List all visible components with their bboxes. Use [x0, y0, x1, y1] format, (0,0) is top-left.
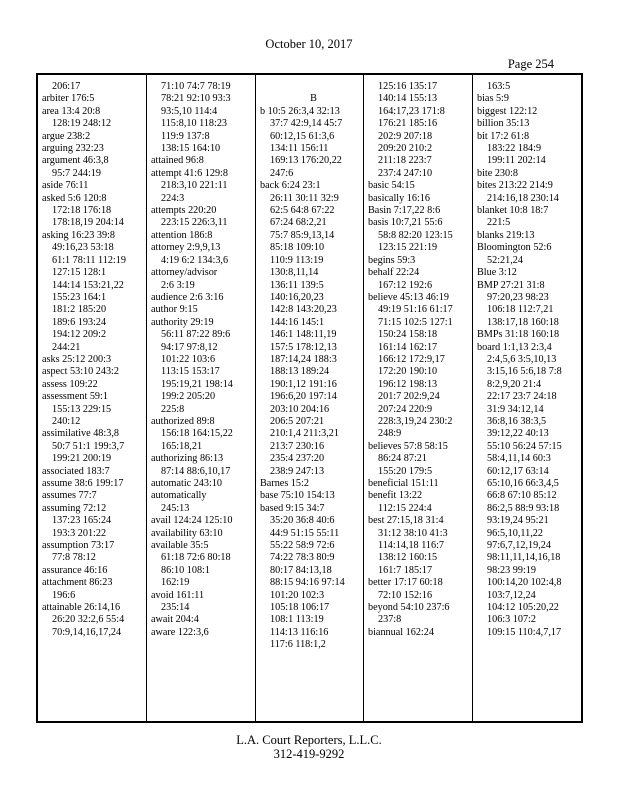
index-entry: 77:8 78:12 [52, 552, 96, 564]
index-entry: 49:16,23 53:18 [52, 242, 114, 254]
index-entry: availability 63:10 [151, 527, 223, 539]
index-entry: 103:7,12,24 [487, 589, 536, 601]
index-entry: 190:1,12 191:16 [270, 378, 337, 390]
index-entry: arguing 232:23 [42, 143, 104, 155]
index-entry: 203:10 204:16 [270, 403, 330, 415]
index-entry: 221:5 [487, 217, 511, 229]
index-entry: 101:20 102:3 [270, 589, 325, 601]
column-divider [472, 75, 473, 721]
index-entry: 163:5 [487, 81, 511, 92]
index-entry: 199:2 205:20 [161, 391, 216, 403]
footer [0, 733, 618, 761]
index-entry: attention 186:8 [151, 229, 213, 241]
index-entry: 65:10,16 66:3,4,5 [487, 478, 559, 489]
index-entry: authorizing 86:13 [151, 453, 224, 465]
index-entry: attempt 41:6 129:8 [151, 167, 228, 179]
index-entry: available 35:5 [151, 540, 209, 552]
index-entry: 60:12,17 63:14 [487, 465, 549, 477]
index-entry: 75:7 85:9,13,14 [270, 229, 335, 241]
index-entry: 22:17 23:7 24:18 [487, 391, 557, 403]
index-entry: 142:8 143:20,23 [270, 304, 337, 316]
index-entry: 114:13 116:16 [270, 626, 329, 638]
index-entry: 248:9 [378, 428, 402, 440]
index-entry: 165:18,21 [161, 440, 203, 452]
index-entry: blanks 219:13 [477, 229, 535, 241]
index-entry: 87:14 88:6,10,17 [161, 465, 231, 477]
index-entry: aspect 53:10 243:2 [42, 366, 119, 378]
index-entry: basic 54:15 [368, 180, 415, 192]
index-entry: 67:24 68:2,21 [270, 217, 327, 229]
index-entry: 138:12 160:15 [378, 552, 438, 564]
index-entry: 26:11 30:11 32:9 [270, 192, 339, 204]
index-entry: 44:9 51:15 55:11 [270, 527, 340, 539]
index-entry: 199:11 202:14 [487, 155, 546, 167]
index-box [36, 73, 583, 723]
index-entry: assuming 72:12 [42, 502, 107, 514]
index-entry: 50:7 51:1 199:3,7 [52, 440, 125, 452]
index-entry: 106:3 107:2 [487, 614, 536, 626]
index-entry: assessment 59:1 [42, 391, 108, 403]
index-entry: 144:14 153:21,22 [52, 279, 124, 291]
index-entry: BMP 27:21 31:8 [477, 279, 545, 291]
index-entry: 8:2,9,20 21:4 [487, 378, 542, 390]
index-entry: 58:4,11,14 60:3 [487, 453, 551, 465]
index-entry: 146:1 148:11,19 [270, 329, 337, 341]
index-entry: 244:21 [52, 341, 81, 353]
index-entry: 49:19 51:16 61:17 [378, 304, 453, 316]
index-entry: 88:15 94:16 97:14 [270, 577, 345, 589]
index-entry: 80:17 84:13,18 [270, 564, 332, 576]
index-entry: assimilative 48:3,8 [42, 428, 119, 440]
index-entry: 98:23 99:19 [487, 564, 536, 576]
index-entry: 70:9,14,16,17,24 [52, 626, 122, 638]
index-entry: 55:22 58:9 72:6 [270, 540, 335, 552]
index-entry: 97:20,23 98:23 [487, 291, 549, 303]
index-entry: 207:24 220:9 [378, 403, 433, 415]
index-entry: 199:21 200:19 [52, 453, 112, 465]
index-entry: area 13:4 20:8 [42, 105, 101, 117]
index-entry: 218:3,10 221:11 [161, 180, 228, 192]
index-entry: 214:16,18 230:14 [487, 192, 559, 204]
index-entry: 55:10 56:24 57:15 [487, 440, 562, 452]
index-entry: 202:9 207:18 [378, 130, 433, 142]
index-entry: behalf 22:24 [368, 267, 420, 279]
index-entry: bias 5:9 [477, 93, 509, 105]
index-entry: 127:15 128:1 [52, 267, 107, 279]
index-entry: 138:17,18 160:18 [487, 316, 559, 328]
index-entry: 138:15 164:10 [161, 143, 221, 155]
index-entry: 140:16,20,23 [270, 291, 324, 303]
index-entry: begins 59:3 [368, 254, 416, 266]
index-entry: assume 38:6 199:17 [42, 478, 124, 489]
index-entry: 85:18 109:10 [270, 242, 325, 254]
index-entry: 166:12 172:9,17 [378, 353, 445, 365]
index-entry: 194:12 209:2 [52, 329, 107, 341]
index-entry: bite 230:8 [477, 167, 519, 179]
index-entry: 60:12,15 61:3,6 [270, 130, 335, 142]
index-entry: 35:20 36:8 40:6 [270, 515, 335, 527]
index-entry: aware 122:3,6 [151, 626, 209, 638]
index-entry: 196:12 198:13 [378, 378, 438, 390]
index-entry: 172:20 190:10 [378, 366, 438, 378]
index-entry: 26:20 32:2,6 55:4 [52, 614, 125, 626]
index-entry: 237:8 [378, 614, 402, 626]
index-entry: 108:1 113:19 [270, 614, 324, 626]
index-entry: 58:8 82:20 123:15 [378, 229, 453, 241]
index-entry: attempts 220:20 [151, 205, 217, 217]
index-entry: 2:4,5,6 3:5,10,13 [487, 353, 557, 365]
index-entry: await 204:4 [151, 614, 199, 626]
index-entry: 140:14 155:13 [378, 93, 438, 105]
index-entry: 98:11,11,14,16,18 [487, 552, 561, 564]
index-entry: Barnes 15:2 [260, 478, 309, 489]
index-entry: basis 10:7,21 55:6 [368, 217, 443, 229]
index-entry [260, 81, 367, 93]
index-column-4 [368, 81, 475, 715]
index-entry: Basin 7:17,22 8:6 [368, 205, 441, 217]
index-entry: assurance 46:16 [42, 564, 108, 576]
index-entry: attained 96:8 [151, 155, 204, 167]
index-entry: base 75:10 154:13 [260, 490, 335, 502]
index-entry: 115:8,10 118:23 [161, 118, 228, 130]
page-number: Page 254 [507, 57, 554, 71]
index-entry: 101:22 103:6 [161, 353, 216, 365]
index-entry: back 6:24 23:1 [260, 180, 321, 192]
index-entry: 206:5 207:21 [270, 415, 325, 427]
index-entry: 56:11 87:22 89:6 [161, 329, 231, 341]
index-entry: 104:12 105:20,22 [487, 602, 559, 614]
index-entry: author 9:15 [151, 304, 198, 316]
index-entry: 93:5,10 114:4 [161, 105, 218, 117]
index-entry: 150:24 158:18 [378, 329, 438, 341]
index-entry: board 1:1,13 2:3,4 [477, 341, 552, 353]
index-entry: aside 76:11 [42, 180, 89, 192]
index-entry: 155:20 179:5 [378, 465, 433, 477]
index-entry: 52:21,24 [487, 254, 523, 266]
index-entry: 74:22 78:3 80:9 [270, 552, 335, 564]
index-entry: 211:18 223:7 [378, 155, 432, 167]
index-entry: avail 124:24 125:10 [151, 515, 233, 527]
index-entry: 161:7 185:17 [378, 564, 433, 576]
index-entry: beneficial 151:11 [368, 478, 439, 489]
index-entry: argument 46:3,8 [42, 155, 109, 167]
index-entry: 235:14 [161, 602, 190, 614]
index-entry: 189:6 193:24 [52, 316, 107, 328]
index-entry: 2:6 3:19 [161, 279, 195, 291]
index-entry: 94:17 97:8,12 [161, 341, 218, 353]
index-entry: assumes 77:7 [42, 490, 97, 502]
index-entry: argue 238:2 [42, 130, 91, 142]
index-entry: 136:11 139:5 [270, 279, 324, 291]
index-entry: attorney 2:9,9,13 [151, 242, 221, 254]
index-entry: 164:17,23 171:8 [378, 105, 445, 117]
index-entry: attainable 26:14,16 [42, 602, 121, 614]
reporter-name: L.A. Court Reporters, L.L.C. [236, 733, 382, 747]
index-entry: 193:3 201:22 [52, 527, 107, 539]
index-entry: believes 57:8 58:15 [368, 440, 448, 452]
index-entry: 137:23 165:24 [52, 515, 112, 527]
index-entry: 86:24 87:21 [378, 453, 427, 465]
index-column-3 [260, 81, 367, 715]
index-entry: 224:3 [161, 192, 185, 204]
index-entry: 114:14,18 116:7 [378, 540, 445, 552]
index-entry: 3:15,16 5:6,18 7:8 [487, 366, 562, 378]
index-entry: assumption 73:17 [42, 540, 115, 552]
index-entry: Blue 3:12 [477, 267, 517, 279]
index-entry: 105:18 106:17 [270, 602, 330, 614]
index-entry: 210:1,4 211:3,21 [270, 428, 339, 440]
index-entry: 225:8 [161, 403, 185, 415]
index-entry: 161:14 162:17 [378, 341, 438, 353]
index-entry: 31:9 34:12,14 [487, 403, 544, 415]
index-entry: 130:8,11,14 [270, 267, 319, 279]
index-entry: 71:10 74:7 78:19 [161, 81, 231, 92]
index-entry: 61:18 72:6 80:18 [161, 552, 231, 564]
index-entry: billion 35:13 [477, 118, 530, 130]
index-entry: better 17:17 60:18 [368, 577, 443, 589]
index-entry: 128:19 248:12 [52, 118, 112, 130]
index-entry: 96:5,10,11,22 [487, 527, 543, 539]
index-entry: 100:14,20 102:4,8 [487, 577, 562, 589]
index-entry: 213:7 230:16 [270, 440, 325, 452]
index-entry: authorized 89:8 [151, 415, 215, 427]
index-entry: 183:22 184:9 [487, 143, 542, 155]
index-entry: 235:4 237:20 [270, 453, 325, 465]
index-entry: 119:9 137:8 [161, 130, 210, 142]
index-entry: blanket 10:8 18:7 [477, 205, 549, 217]
index-entry: asked 5:6 120:8 [42, 192, 107, 204]
index-entry: 123:15 221:19 [378, 242, 438, 254]
index-entry: 86:10 108:1 [161, 564, 210, 576]
index-entry: 117:6 118:1,2 [270, 639, 326, 651]
index-entry: b 10:5 26:3,4 32:13 [260, 105, 340, 117]
index-entry: 188:13 189:24 [270, 366, 330, 378]
index-column-5 [477, 81, 584, 715]
index-entry: 196:6 [52, 589, 76, 601]
index-entry: 125:16 135:17 [378, 81, 438, 92]
column-divider [363, 75, 364, 721]
index-entry: 187:14,24 188:3 [270, 353, 337, 365]
index-entry: 172:18 176:18 [52, 205, 112, 217]
index-entry: 169:13 176:20,22 [270, 155, 342, 167]
index-entry: 86:2,5 88:9 93:18 [487, 502, 560, 514]
index-entry: 36:8,16 38:3,5 [487, 415, 547, 427]
index-entry: 4:19 6:2 134:3,6 [161, 254, 229, 266]
index-entry: 238:9 247:13 [270, 465, 325, 477]
column-divider [255, 75, 256, 721]
index-entry: 178:18,19 204:14 [52, 217, 124, 229]
index-entry: 167:12 192:6 [378, 279, 433, 291]
index-entry: 176:21 185:16 [378, 118, 438, 130]
index-entry: 245:13 [161, 502, 190, 514]
index-entry: 72:10 152:16 [378, 589, 433, 601]
index-entry: 110:9 113:19 [270, 254, 324, 266]
index-entry: 155:23 164:1 [52, 291, 107, 303]
index-entry: 157:5 178:12,13 [270, 341, 337, 353]
index-entry: avoid 161:11 [151, 589, 205, 601]
index-column-1 [42, 81, 149, 715]
index-entry: 209:20 210:2 [378, 143, 433, 155]
index-entry: bites 213:22 214:9 [477, 180, 553, 192]
index-entry: 181:2 185:20 [52, 304, 107, 316]
index-entry: Bloomington 52:6 [477, 242, 552, 254]
index-entry: biggest 122:12 [477, 105, 538, 117]
index-entry: authority 29:19 [151, 316, 214, 328]
index-entry: 228:3,19,24 230:2 [378, 415, 453, 427]
index-entry: 223:15 226:3,11 [161, 217, 228, 229]
index-entry: benefit 13:22 [368, 490, 423, 502]
index-entry: 237:4 247:10 [378, 167, 433, 179]
index-entry: 113:15 153:17 [161, 366, 220, 378]
index-entry: arbiter 176:5 [42, 93, 95, 105]
reporter-phone: 312-419-9292 [273, 747, 345, 761]
index-entry: 97:6,7,12,19,24 [487, 540, 551, 552]
header-date: October 10, 2017 [265, 37, 353, 51]
index-entry: attachment 86:23 [42, 577, 113, 589]
index-entry: based 9:15 34:7 [260, 502, 325, 514]
index-entry: 201:7 202:9,24 [378, 391, 440, 403]
index-entry: BMPs 31:18 160:18 [477, 329, 560, 341]
index-entry: 93:19,24 95:21 [487, 515, 549, 527]
index-entry: attorney/advisor [151, 267, 218, 279]
index-entry: 71:15 102:5 127:1 [378, 316, 453, 328]
index-entry: 106:18 112:7,21 [487, 304, 554, 316]
index-entry: 62:5 64:8 67:22 [270, 205, 335, 217]
index-column-2 [151, 81, 258, 715]
index-letter-heading: B [310, 93, 317, 105]
index-entry: asks 25:12 200:3 [42, 353, 112, 365]
index-entry: assess 109:22 [42, 378, 98, 390]
index-entry: basically 16:16 [368, 192, 430, 204]
column-divider [146, 75, 147, 721]
index-entry: 162:19 [161, 577, 190, 589]
index-entry: 78:21 92:10 93:3 [161, 93, 231, 105]
index-entry: 156:18 164:15,22 [161, 428, 233, 440]
index-entry: best 27:15,18 31:4 [368, 515, 444, 527]
index-entry: 109:15 110:4,7,17 [487, 626, 562, 638]
index-entry: 206:17 [52, 81, 81, 92]
index-entry: 134:11 156:11 [270, 143, 329, 155]
index-entry: asking 16:23 39:8 [42, 229, 116, 241]
index-entry: 247:6 [270, 167, 294, 179]
index-entry: biannual 162:24 [368, 626, 434, 638]
index-entry: believe 45:13 46:19 [368, 291, 449, 303]
index-entry: 31:12 38:10 41:3 [378, 527, 448, 539]
index-entry: 195:19,21 198:14 [161, 378, 233, 390]
index-entry: 37:7 42:9,14 45:7 [270, 118, 343, 130]
index-entry: automatic 243:10 [151, 478, 223, 489]
index-entry: 144:16 145:1 [270, 316, 325, 328]
index-entry: automatically [151, 490, 207, 502]
index-entry: 61:1 78:11 112:19 [52, 254, 126, 266]
index-entry: 66:8 67:10 85:12 [487, 490, 557, 502]
index-entry: 39:12,22 40:13 [487, 428, 549, 440]
index-entry: bit 17:2 61:8 [477, 130, 530, 142]
index-entry: associated 183:7 [42, 465, 110, 477]
index-entry: 196:6,20 197:14 [270, 391, 337, 403]
index-entry: 95:7 244:19 [52, 167, 101, 179]
index-entry: 240:12 [52, 415, 81, 427]
index-entry: beyond 54:10 237:6 [368, 602, 450, 614]
index-entry: 155:13 229:15 [52, 403, 112, 415]
index-entry: audience 2:6 3:16 [151, 291, 224, 303]
index-entry: 112:15 224:4 [378, 502, 432, 514]
